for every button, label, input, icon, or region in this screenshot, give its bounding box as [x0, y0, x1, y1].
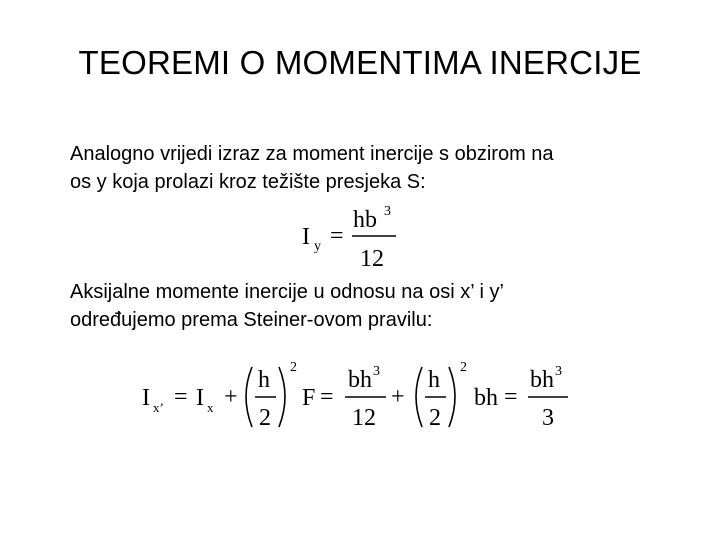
paragraph-2-line-1: Aksijalne momente inercije u odnosu na osi x’ i y’ [70, 281, 504, 303]
formula-steiner-plus-2: + [391, 384, 405, 410]
formula-iy-lhs: I [302, 224, 310, 250]
paragraph-2-line-2: određujemo prema Steiner-ovom pravilu: [70, 309, 433, 331]
formula-steiner-square-2: 2 [460, 360, 467, 375]
paragraph-1-line-1: Analogno vrijedi izraz za moment inercije s obzirom na [70, 143, 554, 165]
formula-steiner-frac4-num: bh [530, 367, 554, 393]
paragraph-1-line-2: os y koja prolazi kroz težište presjeka S: [70, 171, 426, 193]
formula-steiner-paren-close-1 [279, 367, 285, 427]
paragraph-1 [70, 140, 690, 196]
formula-steiner-plus-1: + [224, 384, 238, 410]
formula-steiner-f: F [302, 385, 316, 411]
formula-steiner-equals-1: = [174, 384, 188, 410]
formula-steiner-paren-open-1 [246, 367, 252, 427]
formula-iy-exponent: 3 [384, 204, 391, 219]
formula-steiner-frac1-num: h [258, 367, 270, 393]
formula-steiner-frac2-den: 12 [352, 405, 376, 431]
formula-steiner-ix-sub: x [207, 400, 214, 415]
formula-steiner-bh: bh [474, 385, 498, 411]
formula-steiner-frac3-num: h [428, 367, 440, 393]
formula-steiner [130, 355, 590, 437]
formula-steiner-frac4-den: 3 [542, 405, 554, 431]
formula-steiner-frac2-sup: 3 [373, 364, 380, 379]
formula-iy-equals: = [330, 223, 344, 249]
formula-steiner-frac4-sup: 3 [555, 364, 562, 379]
formula-steiner-frac2-num: bh [348, 367, 372, 393]
formula-steiner-square-1: 2 [290, 360, 297, 375]
paragraph-2 [70, 278, 690, 334]
formula-steiner-ix: I [196, 385, 204, 411]
formula-steiner-equals-2: = [320, 384, 334, 410]
formula-steiner-paren-close-2 [449, 367, 455, 427]
formula-steiner-frac1-den: 2 [259, 405, 271, 431]
formula-steiner-frac3-den: 2 [429, 405, 441, 431]
formula-iy-denominator: 12 [360, 246, 384, 272]
slide-title: TEOREMI O MOMENTIMA INERCIJE [78, 44, 642, 81]
formula-steiner-lhs: I [142, 385, 150, 411]
formula-iy-numerator: hb [353, 207, 377, 233]
formula-steiner-lhs-sub: x’ [153, 400, 164, 415]
formula-iy-sub: y [314, 239, 321, 254]
formula-steiner-paren-open-2 [416, 367, 422, 427]
formula-steiner-equals-3: = [504, 384, 518, 410]
formula-iy [290, 198, 410, 272]
